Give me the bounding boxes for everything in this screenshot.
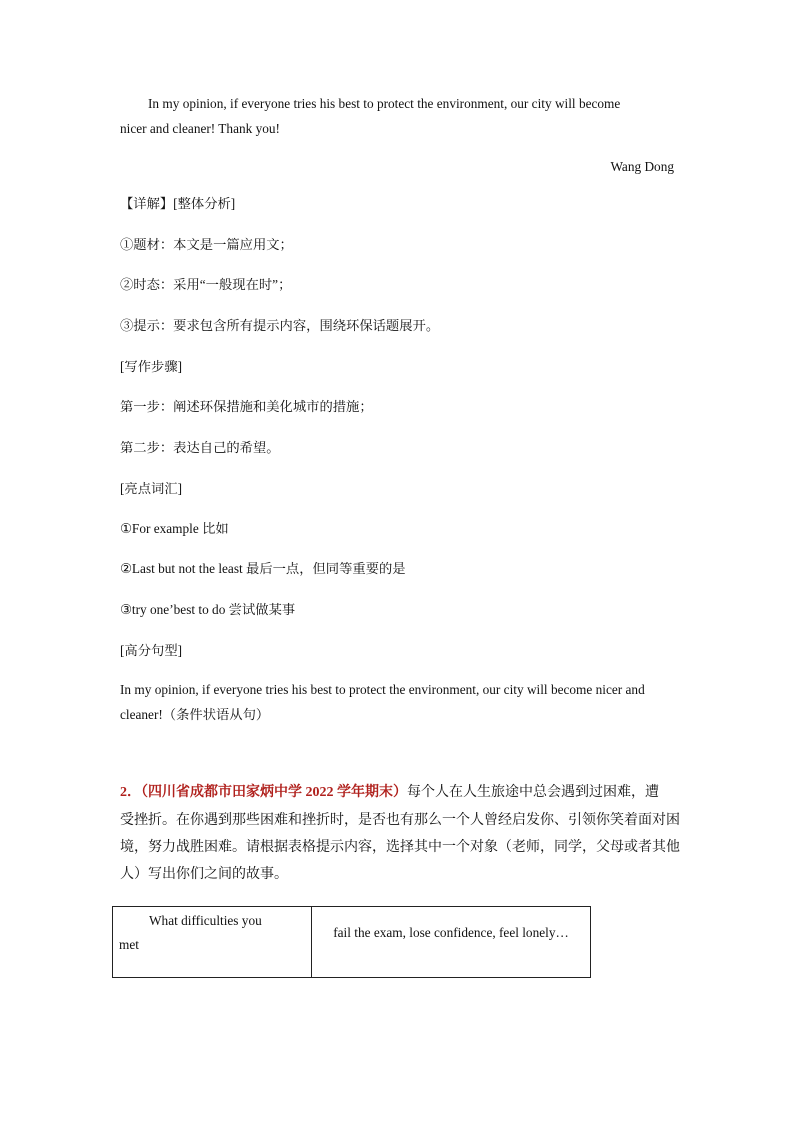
analysis-point: ③提示：要求包含所有提示内容，围绕环保话题展开。 [120, 318, 440, 333]
table-cell-prompt [113, 907, 312, 978]
analysis-point: ②时态：采用“一般现在时”； [120, 277, 292, 292]
question-line: 受挫折。在你遇到那些困难和挫折时，是否也有那么一个人曾经启发你、引领你笑着面对困 [120, 813, 680, 828]
highlight-item: ①For example 比如 [120, 521, 229, 536]
highlight-item: ②Last but not the least 最后一点，但同等重要的是 [120, 561, 406, 576]
sentence-line: In my opinion, if everyone tries his best to protect the environment, our city will become nicer and [120, 682, 645, 697]
table-cell-text: What difficulties you [149, 913, 262, 928]
sentence-line: cleaner!（条件状语从句） [120, 707, 270, 722]
highlight-item: ③try one’best to do 尝试做某事 [120, 602, 296, 617]
question-text: 每个人在人生旅途中总会遇到过困难，遭 [407, 785, 659, 800]
essay-paragraph-line: nicer and cleaner! Thank you! [120, 121, 280, 136]
step-item: 第一步：阐述环保措施和美化城市的措施； [120, 399, 373, 414]
table-cell-text: met [119, 937, 139, 952]
question-line: 境，努力战胜困难。请根据表格提示内容，选择其中一个对象（老师，同学，父母或者其他 [120, 840, 680, 855]
essay-paragraph-line: In my opinion, if everyone tries his best to protect the environment, our city will become [148, 96, 621, 111]
essay-signature: Wang Dong [610, 159, 674, 174]
highlights-header: [亮点词汇] [120, 481, 183, 496]
question-source: （四川省成都市田家炳中学 2022 学年期末） [141, 785, 407, 800]
analysis-header: 【详解】[整体分析] [120, 196, 236, 211]
hint-table [112, 906, 591, 978]
table-cell-examples: fail the exam, lose confidence, feel lonely… [312, 907, 591, 978]
steps-header: [写作步骤] [120, 359, 183, 374]
sentence-header: [高分句型] [120, 643, 183, 658]
question-line: 人）写出你们之间的故事。 [120, 867, 288, 882]
step-item: 第二步：表达自己的希望。 [120, 440, 280, 455]
question-number: 2． [120, 785, 141, 800]
analysis-point: ①题材：本文是一篇应用文； [120, 237, 293, 252]
table-row [113, 907, 591, 978]
question-line [120, 783, 659, 803]
